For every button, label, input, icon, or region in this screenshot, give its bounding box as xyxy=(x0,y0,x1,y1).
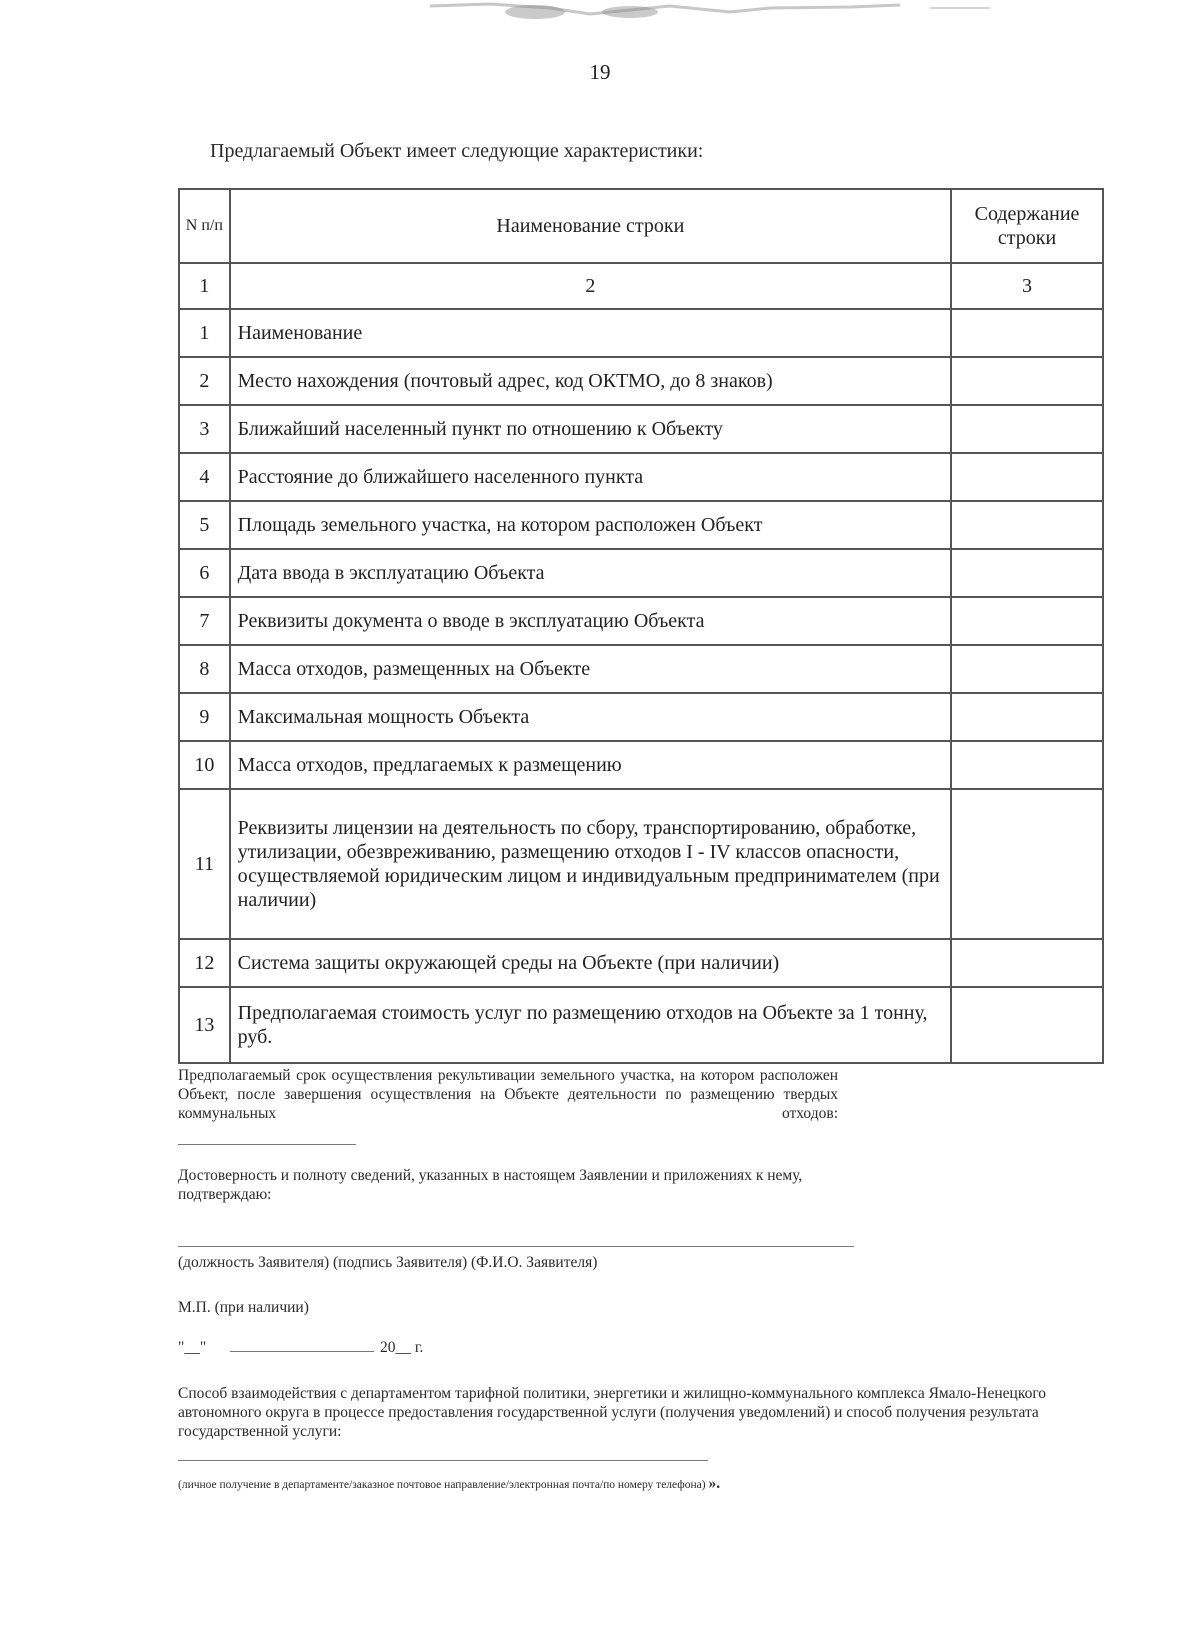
page-number: 19 xyxy=(589,60,611,84)
row-number: 1 xyxy=(179,309,230,357)
signature-fill-line[interactable] xyxy=(178,1246,854,1247)
row-number: 4 xyxy=(179,453,230,501)
table-row xyxy=(179,549,1103,597)
row-name: Площадь земельного участка, на котором расположен Объект xyxy=(230,501,951,549)
row-number: 12 xyxy=(179,939,230,987)
row-name: Реквизиты лицензии на деятельность по сбору, транспортированию, обработке, утилизации, обезвреживанию, размещению отходов I - IV классов опасности, осуществляемой юридическим лицом и индивидуальным предпринимателем (при наличии) xyxy=(230,789,951,939)
row-value[interactable] xyxy=(951,939,1103,987)
row-number: 3 xyxy=(179,405,230,453)
table-index-row xyxy=(179,263,1103,309)
row-name: Расстояние до ближайшего населенного пункта xyxy=(230,453,951,501)
table-row xyxy=(179,789,1103,939)
row-value[interactable] xyxy=(951,597,1103,645)
row-name: Масса отходов, предлагаемых к размещению xyxy=(230,741,951,789)
row-number: 8 xyxy=(179,645,230,693)
row-number: 9 xyxy=(179,693,230,741)
header-name: Наименование строки xyxy=(230,189,951,263)
row-value[interactable] xyxy=(951,309,1103,357)
row-value[interactable] xyxy=(951,693,1103,741)
table-row xyxy=(179,405,1103,453)
interaction-fill-line[interactable] xyxy=(178,1460,708,1461)
row-name: Максимальная мощность Объекта xyxy=(230,693,951,741)
row-value[interactable] xyxy=(951,405,1103,453)
row-name: Реквизиты документа о вводе в эксплуатацию Объекта xyxy=(230,597,951,645)
index-cell: 1 xyxy=(179,263,230,309)
table-row xyxy=(179,693,1103,741)
row-number: 6 xyxy=(179,549,230,597)
row-value[interactable] xyxy=(951,789,1103,939)
date-month-blank[interactable] xyxy=(230,1351,374,1352)
row-name: Предполагаемая стоимость услуг по размещению отходов на Объекте за 1 тонну, руб. xyxy=(230,987,951,1063)
confirmation-text: Достоверность и полноту сведений, указанных в настоящем Заявлении и приложениях к нему, подтверждаю: xyxy=(178,1167,803,1203)
index-cell: 3 xyxy=(951,263,1103,309)
table-row xyxy=(179,939,1103,987)
row-name: Система защиты окружающей среды на Объекте (при наличии) xyxy=(230,939,951,987)
row-number: 2 xyxy=(179,357,230,405)
table-row xyxy=(179,501,1103,549)
table-row xyxy=(179,645,1103,693)
row-value[interactable] xyxy=(951,741,1103,789)
closing-quote-mark: ». xyxy=(708,1475,721,1492)
row-number: 11 xyxy=(179,789,230,939)
row-number: 13 xyxy=(179,987,230,1063)
intro-text: Предлагаемый Объект имеет следующие характеристики: xyxy=(210,140,704,162)
row-value[interactable] xyxy=(951,645,1103,693)
row-name: Ближайший населенный пункт по отношению к Объекту xyxy=(230,405,951,453)
row-name: Наименование xyxy=(230,309,951,357)
date-field xyxy=(178,1339,423,1357)
row-number: 5 xyxy=(179,501,230,549)
recultivation-text: Предполагаемый срок осуществления рекультивации земельного участка, на котором расположен Объект, после завершения осуществления на Объекте деятельности по размещению твердых коммунальных отходов: xyxy=(178,1067,838,1122)
seal-note: М.П. (при наличии) xyxy=(178,1299,309,1316)
table-row xyxy=(179,741,1103,789)
scan-artifact xyxy=(430,0,1030,28)
row-value[interactable] xyxy=(951,501,1103,549)
index-cell: 2 xyxy=(230,263,951,309)
row-name: Дата ввода в эксплуатацию Объекта xyxy=(230,549,951,597)
row-value[interactable] xyxy=(951,987,1103,1063)
row-name: Место нахождения (почтовый адрес, код ОКТМО, до 8 знаков) xyxy=(230,357,951,405)
row-number: 7 xyxy=(179,597,230,645)
interaction-text: Способ взаимодействия с департаментом тарифной политики, энергетики и жилищно-коммунального комплекса Ямало-Ненецкого автономного округа в процессе предоставления государственной услуги (получения уведомлений) и способ получения результата государственной услуги: xyxy=(178,1385,1047,1440)
characteristics-table xyxy=(178,188,1104,1064)
row-name: Масса отходов, размещенных на Объекте xyxy=(230,645,951,693)
date-year: 20__ г. xyxy=(380,1339,424,1356)
table-row xyxy=(179,987,1103,1063)
recultivation-fill-line[interactable] xyxy=(178,1144,356,1145)
channels-caption-line xyxy=(178,1475,1078,1493)
header-num: N п/п xyxy=(179,189,230,263)
channels-caption: (личное получение в департаменте/заказное почтовое направление/электронная почта/по номеру телефона) xyxy=(178,1479,706,1491)
date-day-quote[interactable]: "__" xyxy=(178,1339,207,1356)
header-value: Содержание строки xyxy=(951,189,1103,263)
table-row xyxy=(179,309,1103,357)
row-value[interactable] xyxy=(951,549,1103,597)
row-number: 10 xyxy=(179,741,230,789)
signature-caption: (должность Заявителя) (подпись Заявителя) (Ф.И.О. Заявителя) xyxy=(178,1254,598,1271)
row-value[interactable] xyxy=(951,453,1103,501)
table-header-row xyxy=(179,189,1103,263)
row-value[interactable] xyxy=(951,357,1103,405)
table-row xyxy=(179,453,1103,501)
table-row xyxy=(179,357,1103,405)
table-row xyxy=(179,597,1103,645)
